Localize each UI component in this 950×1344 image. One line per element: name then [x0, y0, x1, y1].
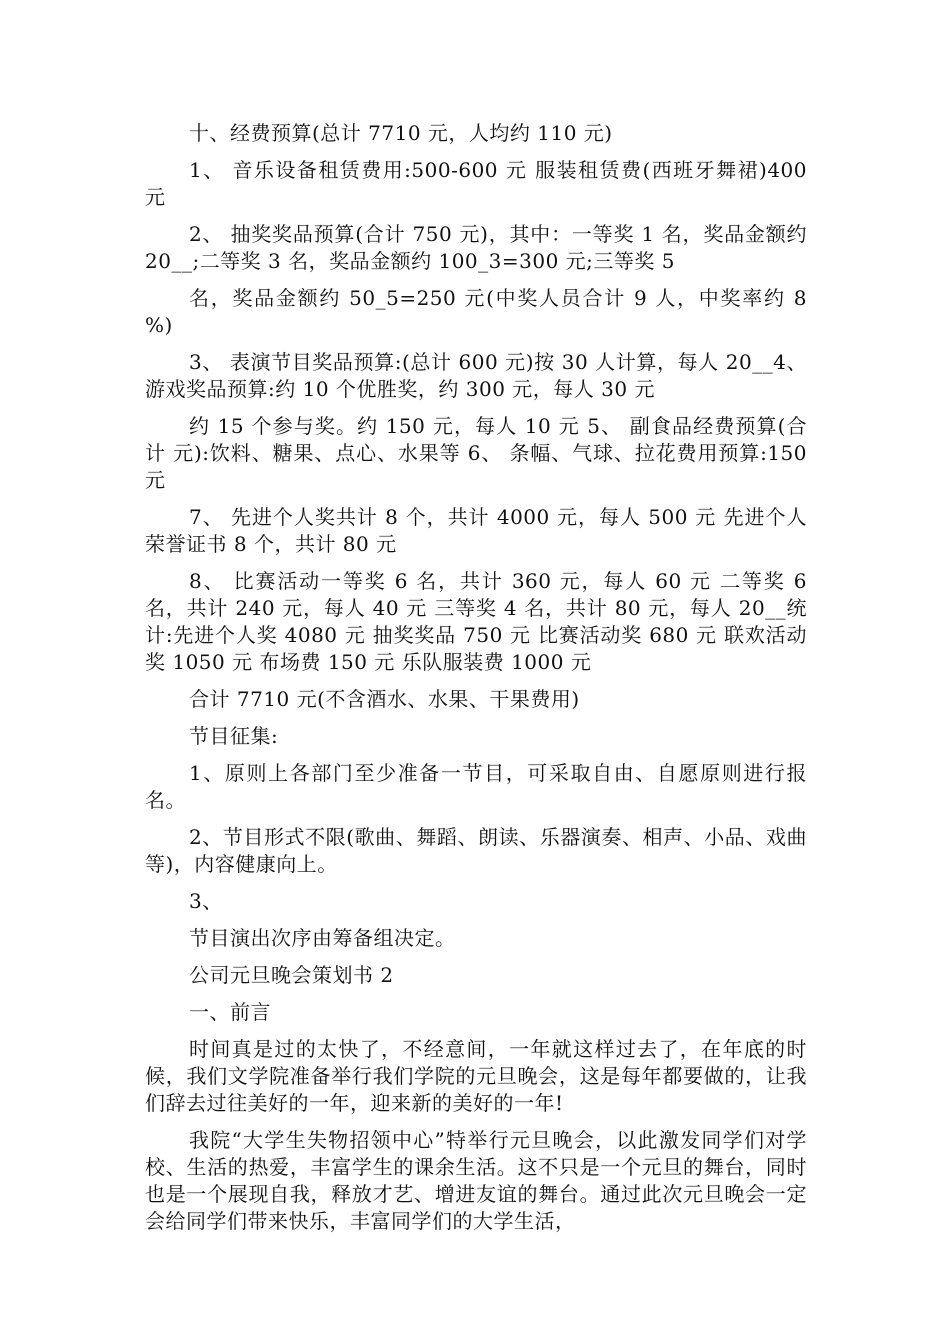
- paragraph-item-7: 7、 先进个人奖共计 8 个，共计 4000 元，每人 500 元 先进个人荣誉证书 8 个，共计 80 元: [145, 505, 807, 556]
- paragraph-item-2: 2、 抽奖奖品预算(合计 750 元)，其中：一等奖 1 名，奖品金额约 20__;二等奖 3 名，奖品金额约 100_3=300 元;三等奖 5: [145, 222, 807, 273]
- paragraph-collection-2: 2、节目形式不限(歌曲、舞蹈、朗读、乐器演奏、相声、小品、戏曲等)，内容健康向上。: [145, 825, 807, 876]
- heading-budget: 十、经费预算(总计 7710 元，人均约 110 元): [189, 121, 613, 145]
- paragraph-preface-2: 我院“大学生失物招领中心”特举行元旦晚会，以此激发同学们对学校、生活的热爱，丰富学生的课余生活。这不只是一个元旦的舞台，同时也是一个展现自我，释放才艺、增进友谊的舞台。通过此次元旦晚会一定会给同学们带来快乐，丰富同学们的大学生活，: [145, 1128, 807, 1233]
- document-page: [145, 120, 807, 1245]
- paragraph-item-3-4: 3、 表演节目奖品预算:(总计 600 元)按 30 人计算，每人 20__4、 游戏奖品预算:约 10 个优胜奖，约 300 元，每人 30 元: [145, 350, 807, 401]
- paragraph-total: 合计 7710 元(不含酒水、水果、干果费用): [189, 687, 580, 711]
- paragraph-program-order: 节目演出次序由筹备组决定。: [189, 926, 456, 950]
- paragraph-item-2-cont: 名，奖品金额约 50_5=250 元(中奖人员合计 9 人，中奖率约 8 %): [145, 286, 807, 337]
- heading-plan-2: 公司元旦晚会策划书 2: [189, 963, 394, 987]
- heading-preface: 一、前言: [189, 1000, 271, 1024]
- paragraph-item-4-6: 约 15 个参与奖。约 150 元，每人 10 元 5、 副食品经费预算(合计 元):饮料、糖果、点心、水果等 6、 条幅、气球、拉花费用预算:150 元: [145, 414, 807, 492]
- heading-program-collection: 节目征集:: [189, 724, 279, 748]
- paragraph-collection-3: 3、: [189, 889, 223, 913]
- paragraph-item-8: 8、 比赛活动一等奖 6 名，共计 360 元，每人 60 元 二等奖 6 名，共计 240 元，每人 40 元 三等奖 4 名，共计 80 元，每人 20__统计:先进个人奖 4080 元 抽奖奖品 750 元 比赛活动奖 680 元 联欢活动奖 1050 元 布场费 150 元 乐队服装费 1000 元: [145, 569, 807, 674]
- paragraph-preface-1: 时间真是过的太快了，不经意间，一年就这样过去了，在年底的时候，我们文学院准备举行我们学院的元旦晚会，这是每年都要做的，让我们辞去过往美好的一年，迎来新的美好的一年!: [145, 1037, 807, 1115]
- paragraph-item-1: 1、 音乐设备租赁费用:500-600 元 服装租赁费(西班牙舞裙)400 元: [145, 158, 807, 209]
- paragraph-collection-1: 1、原则上各部门至少准备一节目，可采取自由、自愿原则进行报名。: [145, 761, 807, 812]
